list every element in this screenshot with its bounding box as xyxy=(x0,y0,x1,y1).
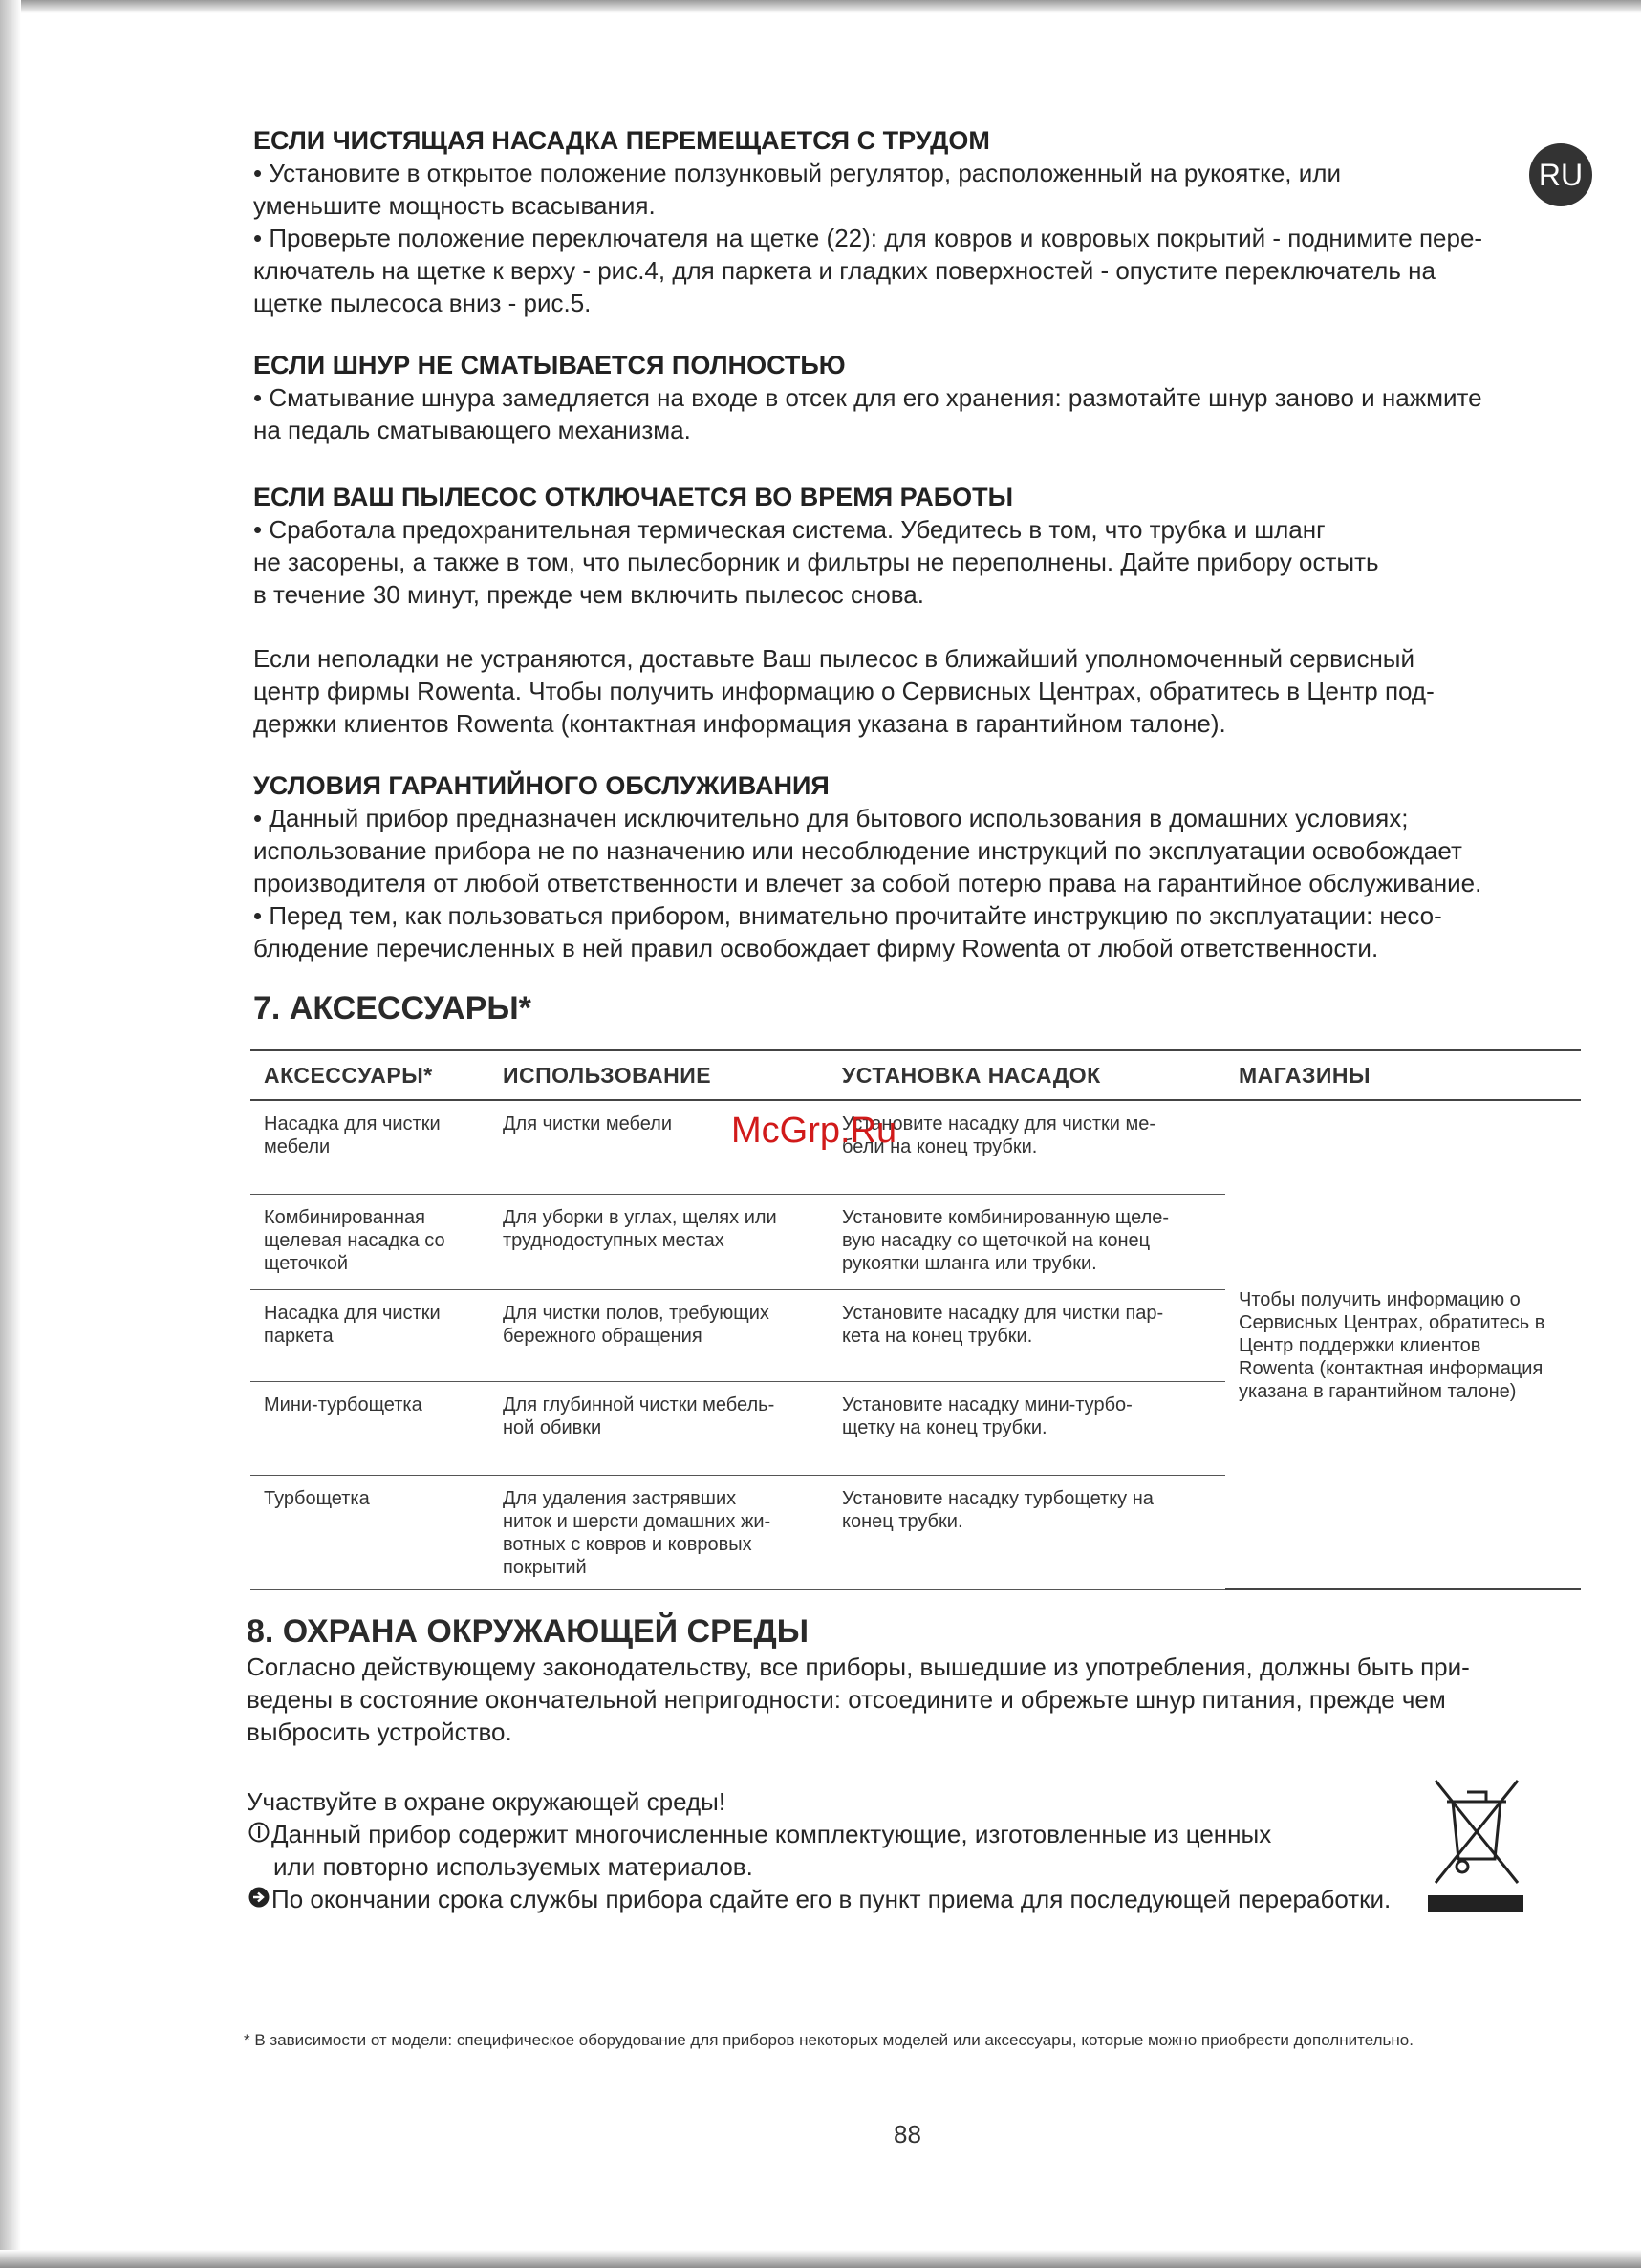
cell-line: Установите насадку мини-турбо- xyxy=(842,1393,1133,1415)
cell-line: конец трубки. xyxy=(842,1510,963,1532)
cell-line: паркета xyxy=(264,1325,334,1347)
text-line: Согласно действующему законодательству, все приборы, вышедшие из употребления, должны быть при- xyxy=(247,1652,1470,1681)
table-row xyxy=(250,1100,1581,1194)
cell-line: ной обивки xyxy=(503,1416,602,1438)
list-item xyxy=(247,1883,1393,1915)
service-paragraph xyxy=(253,642,1591,740)
cell-line: щетку на конец трубки. xyxy=(842,1416,1047,1438)
trouble-section-1 xyxy=(253,124,1591,319)
cell-usage xyxy=(489,1289,829,1381)
cell-line: бережного обращения xyxy=(503,1325,702,1347)
col-header-installation: УСТАНОВКА НАСАДОК xyxy=(829,1050,1225,1100)
text-line: • Перед тем, как пользоваться прибором, внимательно прочитайте инструкцию по эксплуатации: несо- xyxy=(253,901,1442,930)
text-line: уменьшите мощность всасывания. xyxy=(253,191,656,220)
table-header-row xyxy=(250,1050,1581,1100)
arrow-right-icon xyxy=(247,1883,271,1915)
text-line: в течение 30 минут, прежде чем включить пылесос снова. xyxy=(253,580,924,609)
accessories-title: 7. АКСЕССУАРЫ* xyxy=(253,990,531,1026)
footnote: * В зависимости от модели: специфическое оборудование для приборов некоторых моделей или аксессуары, которые можно приобрести дополнительно. xyxy=(244,2031,1414,2049)
cell-line: Для чистки полов, требующих xyxy=(503,1302,769,1324)
cell-accessory xyxy=(250,1475,489,1589)
text-line: блюдение перечисленных в ней правил освобождает фирму Rowenta от любой ответственности. xyxy=(253,934,1379,962)
text-line: ведены в состояние окончательной непригодности: отсоедините и обрежьте шнур питания, прежде чем xyxy=(247,1685,1446,1714)
cell-line: Для чистки мебели xyxy=(503,1113,673,1134)
cell-line: вотных с ковров и ковровых xyxy=(503,1533,752,1555)
text-line: • Сработала предохранительная термическая система. Убедитесь в том, что трубка и шланг xyxy=(253,515,1326,544)
cell-installation xyxy=(829,1194,1225,1289)
cell-line: Комбинированная xyxy=(264,1206,425,1228)
cell-accessory xyxy=(250,1194,489,1289)
cell-line: Rowenta (контактная информация xyxy=(1239,1358,1544,1379)
cell-installation xyxy=(829,1475,1225,1589)
item-text-continued: или повторно используемых материалов. xyxy=(273,1852,753,1881)
cell-line: Чтобы получить информацию о xyxy=(1239,1289,1521,1310)
cell-line: указана в гарантийном талоне) xyxy=(1239,1381,1517,1402)
text-line: • Сматывание шнура замедляется на входе в отсек для его хранения: размотайте шнур заново и нажмите xyxy=(253,383,1482,412)
cell-line: Для глубинной чистки мебель- xyxy=(503,1393,775,1415)
trouble-section-2 xyxy=(253,349,1591,446)
text-line: центр фирмы Rowenta. Чтобы получить информацию о Сервисных Центрах, обратитесь в Центр под- xyxy=(253,677,1435,705)
environment-title: 8. ОХРАНА ОКРУЖАЮЩЕЙ СРЕДЫ xyxy=(247,1613,809,1650)
section-heading: ЕСЛИ ЧИСТЯЩАЯ НАСАДКА ПЕРЕМЕЩАЕТСЯ С ТРУДОМ xyxy=(253,126,990,155)
cell-line: щеточкой xyxy=(264,1252,348,1274)
cell-line: труднодоступных местах xyxy=(503,1229,724,1251)
cell-line: покрытий xyxy=(503,1556,587,1578)
page-number: 88 xyxy=(894,2120,921,2149)
text-line: • Данный прибор предназначен исключительно для бытового использования в домашних условиях; xyxy=(253,804,1409,832)
cell-accessory xyxy=(250,1100,489,1194)
cell-shops xyxy=(1225,1100,1581,1589)
cell-installation xyxy=(829,1289,1225,1381)
cell-line: Насадка для чистки xyxy=(264,1113,441,1134)
cell-line: щелевая насадка со xyxy=(264,1229,445,1251)
cell-line: Сервисных Центрах, обратитесь в xyxy=(1239,1312,1545,1333)
cell-usage xyxy=(489,1194,829,1289)
cell-installation xyxy=(829,1381,1225,1475)
text-line: держки клиентов Rowenta (контактная информация указана в гарантийном талоне). xyxy=(253,709,1226,738)
item-text: По окончании срока службы прибора сдайте его в пункт приема для последующей переработки. xyxy=(271,1885,1392,1913)
crossed-out-wheelie-bin-icon xyxy=(1424,1763,1529,1916)
cell-line: бели на конец трубки. xyxy=(842,1136,1038,1157)
environment-section xyxy=(247,1613,1585,1748)
cell-line: Насадка для чистки xyxy=(264,1302,441,1324)
trouble-section-3 xyxy=(253,481,1591,611)
cell-line: Центр поддержки клиентов xyxy=(1239,1335,1481,1356)
cell-line: Турбощетка xyxy=(264,1487,370,1509)
scan-edge-left xyxy=(0,0,21,2268)
text-line: • Установите в открытое положение ползунковый регулятор, расположенный на рукоятке, или xyxy=(253,159,1341,187)
cell-line: Мини-турбощетка xyxy=(264,1393,422,1415)
warranty-section xyxy=(253,769,1591,964)
cell-accessory xyxy=(250,1381,489,1475)
accessories-table xyxy=(250,1049,1581,1590)
cell-line: Установите комбинированную щеле- xyxy=(842,1206,1170,1228)
col-header-shops: МАГАЗИНЫ xyxy=(1225,1050,1581,1100)
cell-usage xyxy=(489,1381,829,1475)
cell-line: рукоятки шланга или трубки. xyxy=(842,1252,1097,1274)
cell-line: Для уборки в углах, щелях или xyxy=(503,1206,777,1228)
participate-text: Участвуйте в охране окружающей среды! xyxy=(247,1787,726,1816)
text-line: выбросить устройство. xyxy=(247,1717,512,1746)
environment-list xyxy=(247,1785,1393,1915)
text-line: производителя от любой ответственности и влечет за собой потерю права на гарантийное обслуживание. xyxy=(253,869,1482,897)
watermark: McGrp.Ru xyxy=(731,1111,897,1151)
text-line: ключатель на щетке к верху - рис.4, для паркета и гладких поверхностей - опустите переключатель на xyxy=(253,256,1436,285)
section-heading: ЕСЛИ ВАШ ПЫЛЕСОС ОТКЛЮЧАЕТСЯ ВО ВРЕМЯ РАБОТЫ xyxy=(253,483,1014,511)
cell-line: Установите насадку турбощетку на xyxy=(842,1487,1154,1509)
text-line: не засорены, а также в том, что пылесборник и фильтры не переполнены. Дайте прибору остыть xyxy=(253,548,1379,576)
col-header-usage: ИСПОЛЬЗОВАНИЕ xyxy=(489,1050,829,1100)
info-circle-icon xyxy=(247,1818,271,1850)
language-badge: RU xyxy=(1529,143,1592,206)
scan-edge-top xyxy=(0,0,1641,13)
text-line: • Проверьте положение переключателя на щетке (22): для ковров и ковровых покрытий - поднимите пере- xyxy=(253,224,1483,252)
cell-line: мебели xyxy=(264,1136,331,1157)
text-line: на педаль сматывающего механизма. xyxy=(253,416,691,444)
col-header-accessories: АКСЕССУАРЫ* xyxy=(250,1050,489,1100)
cell-line: кета на конец трубки. xyxy=(842,1325,1033,1347)
text-line: использование прибора не по назначению или несоблюдение инструкций по эксплуатации освобождает xyxy=(253,836,1462,865)
cell-line: ниток и шерсти домашних жи- xyxy=(503,1510,771,1532)
text-line: Если неполадки не устраняются, доставьте Ваш пылесос в ближайший уполномоченный сервисный xyxy=(253,644,1415,673)
cell-line: Установите насадку для чистки ме- xyxy=(842,1113,1155,1134)
cell-line: Для удаления застрявших xyxy=(503,1487,737,1509)
cell-usage xyxy=(489,1475,829,1589)
cell-line: Установите насадку для чистки пар- xyxy=(842,1302,1164,1324)
cell-accessory xyxy=(250,1289,489,1381)
cell-line: вую насадку со щеточкой на конец xyxy=(842,1229,1151,1251)
scan-edge-bottom xyxy=(0,2250,1641,2268)
item-text: Данный прибор содержит многочисленные комплектующие, изготовленные из ценных xyxy=(271,1820,1272,1848)
list-item xyxy=(247,1818,1393,1850)
section-heading: УСЛОВИЯ ГАРАНТИЙНОГО ОБСЛУЖИВАНИЯ xyxy=(253,771,830,800)
section-heading: ЕСЛИ ШНУР НЕ СМАТЫВАЕТСЯ ПОЛНОСТЬЮ xyxy=(253,351,846,379)
text-line: щетке пылесоса вниз - рис.5. xyxy=(253,289,592,317)
